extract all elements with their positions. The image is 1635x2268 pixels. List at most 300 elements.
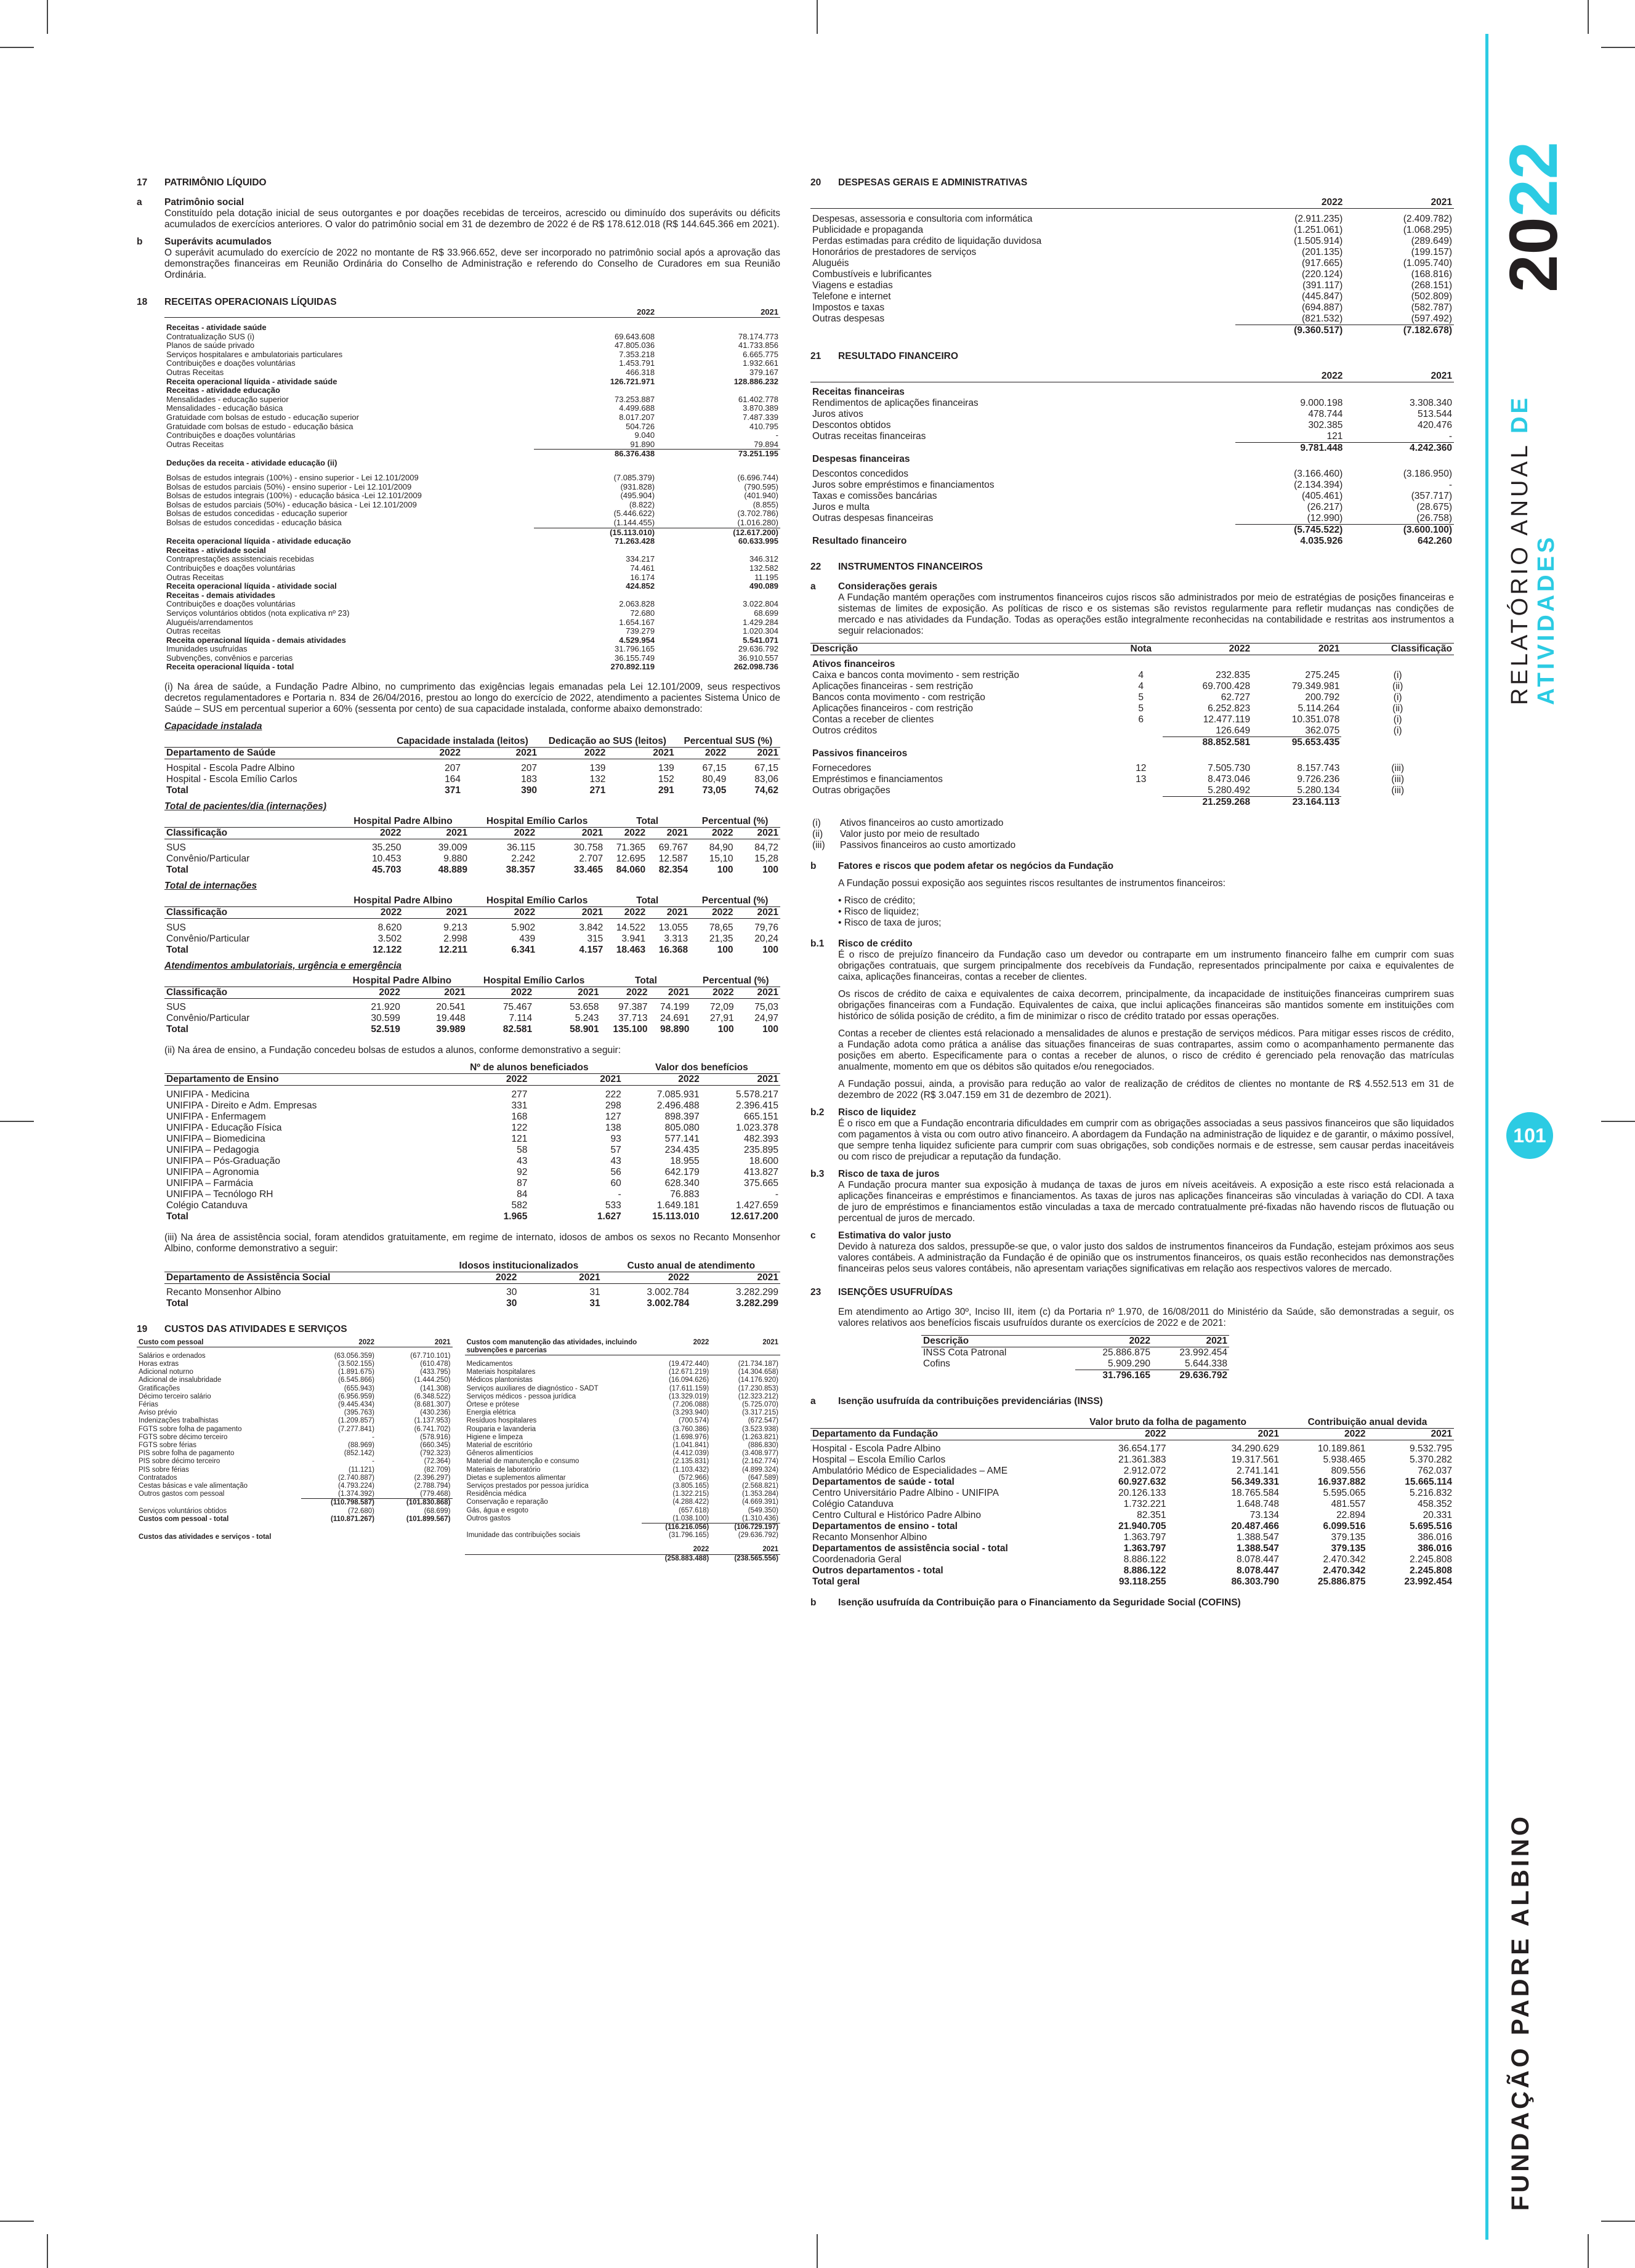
table-row: [137, 1368, 453, 1376]
value-2021: (549.350): [748, 1506, 778, 1514]
table-row: [810, 1488, 1454, 1499]
value-2021: (3.408.977): [742, 1450, 778, 1458]
table-row: [810, 280, 1454, 291]
paragraph: Devido à natureza dos saldos, pressupõe-se que, o valor justo dos saldos de instrumentos financeiros da Fundação, estejam próximos aos seus valores contábeis. A administração da Fundação é de opinião que os instrumentos financeiros, os quais estão reconhecidos nas demonstrações financeiras pelos seus valores contábeis, não apresentam variações significativas em relação aos respectivos valores de mercado.: [838, 1241, 1454, 1274]
table-cell: 12.587: [658, 854, 688, 865]
value-2022: 7.353.218: [619, 349, 655, 359]
row-label: PIS sobre décimo terceiro: [139, 1458, 220, 1466]
table-cell: 183: [521, 773, 537, 785]
section-18-heading: [137, 297, 780, 308]
table-cell: 2.741.141: [1237, 1466, 1280, 1476]
maintenance-costs-rows: [465, 1360, 781, 1540]
value-2021: 262.098.736: [733, 662, 778, 672]
value-2021: (3.523.938): [742, 1425, 778, 1433]
table-row: [164, 1145, 780, 1156]
row-label: Departamentos de assistência social - total: [812, 1543, 1008, 1554]
patients-rows: [164, 839, 780, 876]
year-header: 2022: [495, 1272, 517, 1283]
year-header: 2022: [704, 748, 727, 759]
table-row: [164, 368, 780, 377]
table-row: [810, 1554, 1454, 1565]
section-number: 19: [137, 1324, 148, 1335]
group-header: Total: [636, 815, 659, 826]
inss-table: [810, 1417, 1454, 1588]
crop-mark: [1601, 47, 1635, 48]
table-row: [164, 1013, 780, 1024]
paragraph: Em atendimento ao Artigo 30º, Inciso III, item (c) da Portaria nº 1.970, de 16/08/2011 do Ministério da Saúde, são demonstradas a seguir, os valores relativos aos benefícios fiscais usufruídos durante os exercícios de 2022 e de 2021:: [838, 1306, 1454, 1328]
value-2022: [1235, 387, 1345, 398]
exemptions-table-wrap: [810, 1335, 1229, 1381]
row-label: Convênio/Particular: [166, 854, 250, 865]
note-ref: [1120, 736, 1163, 748]
table-cell: 14.522: [616, 922, 646, 933]
row-label: Ambulatório Médico de Especialidades – AME: [812, 1466, 1008, 1476]
row-label: Centro Cultural e Histórico Padre Albino: [812, 1510, 981, 1520]
row-label: Aviso prévio: [139, 1409, 177, 1417]
table-row: [164, 1287, 780, 1298]
year-header: 2021: [762, 1546, 778, 1554]
value-2022: 88.852.581: [1163, 736, 1252, 748]
value-2022: (917.665): [1301, 257, 1343, 268]
table-row: [164, 537, 780, 546]
table-cell: 100: [762, 944, 778, 955]
section-number: 22: [810, 562, 822, 572]
table-row: [465, 1393, 781, 1401]
table-row: [164, 350, 780, 360]
value-2021: (610.478): [420, 1360, 451, 1368]
row-label: Outros gastos: [466, 1514, 511, 1522]
value-2021: (790.595): [744, 482, 778, 491]
value-2022: 47.805.036: [615, 341, 655, 350]
subsection-heading: [810, 1597, 1454, 1608]
table-row: [164, 519, 780, 528]
section-19-heading: [137, 1324, 780, 1335]
table-cell: 379.135: [1331, 1543, 1366, 1554]
table-row: [164, 842, 780, 854]
table-row: [137, 1352, 453, 1360]
table-row: [465, 1368, 781, 1376]
value-2021: (578.916): [420, 1433, 451, 1441]
subsection-letter: c: [810, 1230, 816, 1241]
row-label: Materiais de laboratório: [466, 1466, 541, 1474]
row-label: Imunidades usufruídas: [166, 644, 248, 654]
group-header: Hospital Emílio Carlos: [483, 975, 585, 986]
subsection-title: Isenção usufruída da contribuições previdenciárias (INSS): [838, 1395, 1103, 1406]
value-2021: (101.830.868): [376, 1499, 453, 1507]
note-ref: [1120, 748, 1163, 763]
value-2022: 2.063.828: [619, 599, 655, 609]
row-label: Receita operacional líquida - atividade educação: [166, 536, 351, 546]
row-label: Total: [166, 785, 188, 796]
crop-mark: [1601, 1121, 1635, 1122]
row-label: Imunidade das contribuições sociais: [466, 1532, 581, 1540]
note-ref: 5: [1138, 703, 1144, 714]
column-header: Classificação: [166, 827, 228, 838]
value-2021: (886.830): [748, 1442, 778, 1449]
table-row: [810, 214, 1454, 225]
row-label: Caixa e bancos conta movimento - sem restrição: [812, 669, 1019, 680]
table-cell: 21.920: [371, 1002, 400, 1013]
table-cell: 207: [445, 762, 461, 773]
column-header: Departamento de Assistência Social: [166, 1272, 331, 1283]
value-2021: (289.649): [1411, 235, 1452, 246]
value-2021: 7.487.339: [743, 413, 778, 422]
group-header: Valor dos benefícios: [655, 1062, 748, 1073]
row-label: Outras receitas: [166, 626, 221, 636]
value-2022: 121: [1326, 431, 1343, 442]
table-row: [164, 1211, 780, 1222]
table-cell: 152: [658, 773, 674, 785]
row-label: Taxas e comissões bancárias: [812, 491, 937, 501]
table-row: [465, 1532, 781, 1540]
table-cell: 2.470.342: [1323, 1565, 1366, 1576]
table-row: [810, 763, 1454, 774]
value-2022: (19.472.440): [669, 1360, 709, 1368]
row-label: Subvenções, convênios e parcerias: [166, 653, 293, 663]
row-label: Outros créditos: [812, 725, 878, 736]
left-column: [137, 177, 780, 1563]
table-cell: -: [618, 1188, 621, 1200]
subsection-title: Considerações gerais: [838, 581, 938, 592]
table-cell: 92: [517, 1166, 528, 1177]
value-2022: 6.252.823: [1208, 703, 1251, 714]
table-cell: 67,15: [702, 762, 727, 773]
value-2022: (655.943): [344, 1384, 374, 1392]
table-cell: 36.654.177: [1118, 1443, 1166, 1454]
table-cell: 58: [517, 1144, 528, 1155]
value-2021: 5.280.134: [1297, 785, 1340, 796]
value-2021: 420.476: [1417, 420, 1452, 430]
value-2021: 23.992.454: [1179, 1347, 1227, 1358]
table-cell: 1.388.547: [1237, 1543, 1280, 1554]
table-row: [164, 645, 780, 654]
value-2021: (29.636.792): [738, 1532, 778, 1540]
table-cell: 7.114: [509, 1013, 533, 1024]
table-cell: 21,35: [709, 933, 733, 944]
row-label: Aluguéis: [812, 257, 849, 268]
list-item: • Risco de liquidez;: [838, 906, 919, 917]
table-row: [137, 1466, 453, 1474]
patients-table: [164, 816, 780, 876]
table-row: [465, 1417, 781, 1425]
table-row: [164, 1024, 780, 1035]
table-row: [164, 1178, 780, 1189]
report-title: [1507, 262, 1560, 705]
table-cell: 15,10: [709, 854, 733, 865]
crop-mark: [47, 2234, 48, 2268]
subsection-heading: [810, 1396, 1454, 1407]
table-cell: 74.199: [660, 1002, 690, 1013]
value-2022: 504.726: [626, 421, 655, 431]
row-label: UNIFIPA – Pedagogia: [166, 1144, 259, 1155]
table-row: [164, 546, 780, 555]
year-header: 2022: [380, 907, 402, 918]
value-2022: 8.473.046: [1208, 773, 1251, 785]
table-cell: 642.179: [664, 1166, 700, 1177]
table-row: [465, 1450, 781, 1458]
value-2021: (2.162.774): [742, 1458, 778, 1466]
row-label: [921, 1370, 1075, 1381]
value-2022: (3.166.460): [1294, 469, 1343, 479]
row-label: Convênio/Particular: [166, 1013, 250, 1024]
page-number: 101: [1506, 1112, 1553, 1159]
year-header: 2021: [515, 748, 537, 759]
table-row: [810, 313, 1454, 325]
admin-expenses-table: [810, 197, 1454, 336]
year-header: 2021: [668, 987, 690, 998]
value-2022: 232.835: [1216, 669, 1251, 680]
table-cell: 458.352: [1417, 1499, 1452, 1509]
table-cell: 97.387: [618, 1002, 648, 1013]
row-label: UNIFIPA – Pós-Graduação: [166, 1155, 280, 1166]
table-row: [164, 459, 780, 474]
table-cell: 38.357: [506, 865, 536, 876]
table-cell: 10.189.861: [1317, 1443, 1366, 1454]
table-row: [810, 469, 1454, 480]
row-label: Receitas financeiras: [812, 387, 905, 397]
row-label: Outras obrigações: [812, 785, 890, 796]
year-header: 2022: [514, 907, 536, 918]
subsection-heading: [810, 861, 1454, 872]
table-cell: 72,09: [709, 1002, 734, 1013]
table-cell: 5.216.832: [1410, 1488, 1452, 1498]
table-cell: 5.695.516: [1410, 1521, 1452, 1532]
row-label: Energia elétrica: [466, 1409, 516, 1417]
table-cell: 93.118.255: [1118, 1576, 1166, 1587]
table-row: [465, 1434, 781, 1442]
table-cell: 207: [521, 762, 537, 773]
legend-key: (ii): [812, 828, 823, 839]
table-cell: 39.989: [436, 1024, 466, 1035]
note-ref: [1120, 785, 1163, 797]
row-label: Médicos plantonistas: [466, 1376, 533, 1384]
table-cell: 582: [511, 1200, 528, 1211]
table-row: [810, 1521, 1454, 1532]
year-part-a: 20: [1496, 217, 1572, 293]
row-label: Contribuições e doações voluntárias: [166, 430, 296, 440]
value-2021: (6.696.744): [737, 473, 778, 482]
personnel-costs-rows: [137, 1352, 453, 1523]
row-label: Descontos obtidos: [812, 420, 891, 430]
column-header: Departamento de Saúde: [166, 748, 276, 759]
value-2022: (405.461): [1301, 491, 1343, 501]
row-label: UNIFIPA – Tecnólogo RH: [166, 1188, 273, 1200]
table-row: [921, 1370, 1229, 1381]
table-row: [465, 1490, 781, 1498]
row-label: Impostos e taxas: [812, 302, 885, 313]
value-2022: 334.217: [626, 554, 655, 564]
table-row: [137, 1507, 453, 1515]
note-ref: [1120, 725, 1163, 737]
table-cell: 16.937.882: [1317, 1477, 1366, 1487]
table-row: [164, 945, 780, 956]
costs-total-table: [137, 1533, 453, 1541]
year-header: 2022: [1321, 370, 1343, 381]
row-label: Horas extras: [139, 1360, 179, 1368]
table-cell: 139: [589, 762, 606, 773]
value-2022: (26.217): [1307, 502, 1343, 512]
table-row: [465, 1442, 781, 1450]
row-label: Salários e ordenados: [139, 1352, 206, 1360]
section-number: 23: [810, 1286, 822, 1297]
row-label: UNIFIPA - Enfermagem: [166, 1111, 266, 1122]
table-cell: 93: [610, 1133, 621, 1144]
row-label: Resultado financeiro: [812, 536, 907, 546]
table-cell: 533: [605, 1200, 621, 1211]
capacity-table: [164, 736, 780, 796]
value-2021: (3.186.950): [1403, 469, 1452, 479]
row-label: Coordenadoria Geral: [812, 1554, 902, 1565]
value-2021: (401.940): [744, 491, 778, 501]
column-header: 2021: [1318, 644, 1340, 654]
maintenance-costs-table: [465, 1339, 781, 1563]
classification: (iii): [1391, 762, 1404, 773]
value-2021: 132.582: [749, 563, 778, 573]
year-header: 2021: [581, 827, 604, 838]
value-2022: 4.499.688: [619, 403, 655, 413]
group-header: Custo anual de atendimento: [627, 1260, 756, 1271]
value-2021: (14.304.658): [738, 1368, 778, 1376]
table-cell: 18.955: [670, 1155, 700, 1166]
table-row: [810, 736, 1454, 748]
revenue-table-wrap: [137, 308, 780, 672]
value-2022: (391.117): [1302, 280, 1343, 291]
value-2022: (2.740.887): [338, 1474, 374, 1482]
table-row: [164, 491, 780, 501]
value-2021: (1.095.740): [1403, 257, 1452, 268]
table-row: [164, 865, 780, 876]
row-label: Passivos financeiros: [812, 748, 908, 759]
subsection-letter: a: [810, 581, 816, 592]
crop-mark: [0, 1121, 34, 1122]
table-cell: 2.242: [511, 854, 536, 865]
table-cell: 10.453: [372, 854, 402, 865]
year-part-b: 22: [1496, 142, 1572, 217]
table-row: [137, 1515, 453, 1523]
table-cell: 45.703: [372, 865, 402, 876]
row-label: Planos de saúde privado: [166, 341, 255, 350]
value-2021: (430.236): [420, 1409, 451, 1417]
table-cell: 8.886.122: [1123, 1565, 1166, 1576]
subsection-letter: b.3: [810, 1168, 825, 1179]
table-row: [164, 785, 780, 796]
legend-text: Valor justo por meio de resultado: [840, 828, 980, 839]
table-cell: 48.889: [438, 865, 467, 876]
row-label: Total: [166, 865, 188, 876]
table-cell: 22.894: [1336, 1510, 1366, 1520]
table-cell: 235.895: [743, 1144, 778, 1155]
paragraph: Os riscos de crédito de caixa e equivalentes de caixa decorrem, principalmente, da incapacidade de instituições financeiras cumprirem suas obrigações financeiras com a Fundação. Equivalentes de caixa, que inclui aplicações financeiras são mantidos somente em instituições com histórico de sólida posição de crédito, a fim de minimizar o risco de crédito tratado por essas operações.: [838, 988, 1454, 1022]
education-table: [164, 1062, 780, 1222]
row-label: SUS: [166, 842, 186, 854]
subsection-title: Risco de liquidez: [838, 1107, 916, 1118]
value-2021: (12.617.200): [656, 528, 780, 537]
value-2021: 11.195: [754, 572, 778, 582]
exemptions-table: [921, 1335, 1229, 1381]
table-cell: -: [775, 1188, 778, 1200]
row-label: UNIFIPA - Medicina: [166, 1089, 249, 1100]
section-title: CUSTOS DAS ATIVIDADES E SERVIÇOS: [164, 1324, 347, 1335]
row-label: Residência médica: [466, 1490, 527, 1498]
note-ii: (ii) Na área de ensino, a Fundação concedeu bolsas de estudos a alunos, conforme demonstrativo a seguir:: [164, 1045, 621, 1056]
paragraph: É o risco de prejuízo financeiro da Fundação caso um devedor ou contraparte em um instrumento financeiro falhe em cumprir com suas obrigações contratuais, que surgem principalmente dos recebíveis da Fundação, representados principalmente por caixa e equivalentes de caixa, aplicações financeiras, contas a receber de clientes.: [838, 949, 1454, 982]
table-cell: 762.037: [1417, 1466, 1452, 1476]
table-row: [164, 582, 780, 591]
table-cell: 74,62: [754, 785, 778, 796]
value-2022: (395.763): [344, 1409, 374, 1417]
financial-result-rows: [810, 387, 1454, 547]
row-label: FGTS sobre décimo terceiro: [139, 1433, 228, 1441]
classification: (i): [1393, 692, 1402, 703]
table-row: [164, 1189, 780, 1200]
value-2022: (1.251.061): [1294, 224, 1343, 235]
subsection-letter: a: [137, 197, 142, 208]
row-label: Mensalidades - educação básica: [166, 403, 283, 413]
table-cell: 36.115: [506, 842, 536, 854]
value-2022: (220.124): [1301, 268, 1343, 280]
row-label: Total: [166, 1211, 188, 1222]
note-ref: [1120, 659, 1163, 670]
table-cell: 52.519: [371, 1024, 400, 1035]
table-row: [810, 670, 1454, 681]
row-label: Contribuições e doações voluntárias: [166, 563, 296, 573]
column-header: Departamento da Fundação: [812, 1428, 939, 1439]
year-header: 2021: [762, 1339, 778, 1347]
legend-text: Passivos financeiros ao custo amortizado: [840, 839, 1016, 850]
year-header: 2022: [668, 1272, 690, 1283]
value-2021: -: [1448, 431, 1452, 442]
table-row: [810, 325, 1454, 336]
value-2021: 3.022.804: [743, 599, 778, 609]
value-2022: (657.618): [679, 1506, 709, 1514]
admin-expenses-rows: [810, 214, 1454, 336]
table-cell: 9.880: [443, 854, 467, 865]
table-cell: 8.620: [377, 922, 402, 933]
table-row: [164, 555, 780, 564]
row-label: Outras despesas financeiras: [812, 513, 934, 523]
table-row: [810, 681, 1454, 692]
table-row: [465, 1409, 781, 1417]
row-label: Material de escritório: [466, 1442, 533, 1449]
table-cell: 25.886.875: [1317, 1576, 1366, 1587]
row-label: Higiene e limpeza: [466, 1433, 523, 1441]
table-row: [164, 1100, 780, 1112]
value-2021: 1.429.284: [743, 617, 778, 627]
value-2021: 200.792: [1305, 692, 1340, 703]
table-cell: 271: [589, 785, 606, 796]
row-label: Colégio Catanduva: [166, 1200, 248, 1211]
table-cell: 58.901: [570, 1024, 599, 1035]
row-label: Combustíveis e lubrificantes: [812, 268, 932, 280]
row-label: Juros sobre empréstimos e financiamentos: [812, 480, 995, 490]
table-row: [810, 291, 1454, 302]
row-label: [810, 443, 1235, 454]
table-row: [810, 1477, 1454, 1488]
table-row: [810, 454, 1454, 469]
row-label: Aplicações financeiros - com restrição: [812, 703, 974, 714]
subsection-heading: [137, 197, 780, 208]
table-row: [810, 1466, 1454, 1477]
group-header: Hospital Emílio Carlos: [486, 815, 588, 826]
table-cell: 84.060: [616, 865, 646, 876]
note-ref: 4: [1138, 680, 1144, 692]
table-cell: 12.617.200: [730, 1211, 778, 1222]
table-cell: 2.396.415: [736, 1100, 778, 1111]
row-label: [810, 736, 1120, 748]
value-2022: 270.892.119: [610, 662, 655, 672]
table-cell: 56.349.331: [1231, 1477, 1280, 1487]
value-2022: 91.890: [630, 439, 655, 449]
